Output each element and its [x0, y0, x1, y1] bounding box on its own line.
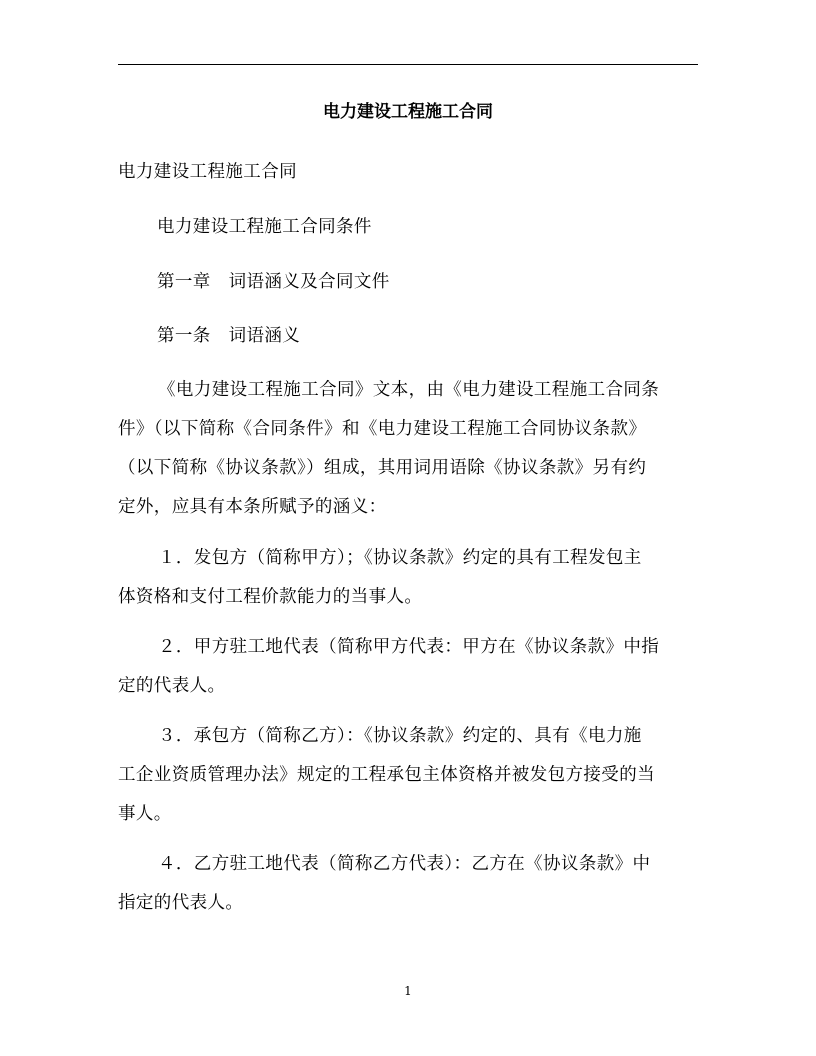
paragraph-line: 定的代表人。	[118, 676, 226, 696]
paragraph-line: 定外，应具有本条所赋予的涵义：	[118, 497, 387, 517]
paragraph-line: ２．甲方驻工地代表（简称甲方代表：甲方在《协议条款》中指	[158, 637, 660, 657]
paragraph-article-heading	[157, 317, 300, 356]
header-rule	[118, 64, 698, 65]
paragraph-item-3	[118, 717, 655, 834]
document-title: 电力建设工程施工合同	[323, 102, 493, 122]
paragraph-chapter-heading	[157, 263, 390, 302]
paragraph-line: 电力建设工程施工合同条件	[157, 217, 372, 237]
paragraph-item-4	[118, 845, 650, 923]
paragraph-item-2	[118, 628, 659, 706]
paragraph-line: （以下简称《协议条款》）组成，其用词用语除《协议条款》另有约	[118, 458, 647, 478]
paragraph-line: 第一章 词语涵义及合同文件	[157, 272, 390, 292]
paragraph-line: ３．承包方（简称乙方）：《协议条款》约定的、具有《电力施	[158, 726, 642, 746]
paragraph-line: 《电力建设工程施工合同》文本，由《电力建设工程施工合同条	[158, 380, 660, 400]
page-number: 1	[404, 984, 412, 998]
paragraph-line: 指定的代表人。	[118, 893, 244, 913]
paragraph-conditions-title	[157, 208, 372, 247]
paragraph-line: 事人。	[118, 804, 172, 824]
paragraph-line: 件》（以下简称《合同条件》和《电力建设工程施工合同协议条款》	[118, 419, 647, 439]
paragraph-doc-name	[118, 153, 297, 192]
paragraph-item-1	[118, 539, 642, 617]
paragraph-line: 工企业资质管理办法》规定的工程承包主体资格并被发包方接受的当	[118, 765, 655, 785]
paragraph-line: 电力建设工程施工合同	[118, 162, 297, 182]
paragraph-intro	[118, 371, 659, 527]
paragraph-line: 第一条 词语涵义	[157, 326, 301, 346]
paragraph-line: １．发包方（简称甲方）；《协议条款》约定的具有工程发包主	[158, 548, 642, 568]
paragraph-line: 体资格和支付工程价款能力的当事人。	[118, 587, 423, 607]
paragraph-line: ４．乙方驻工地代表（简称乙方代表）：乙方在《协议条款》中	[158, 854, 651, 874]
